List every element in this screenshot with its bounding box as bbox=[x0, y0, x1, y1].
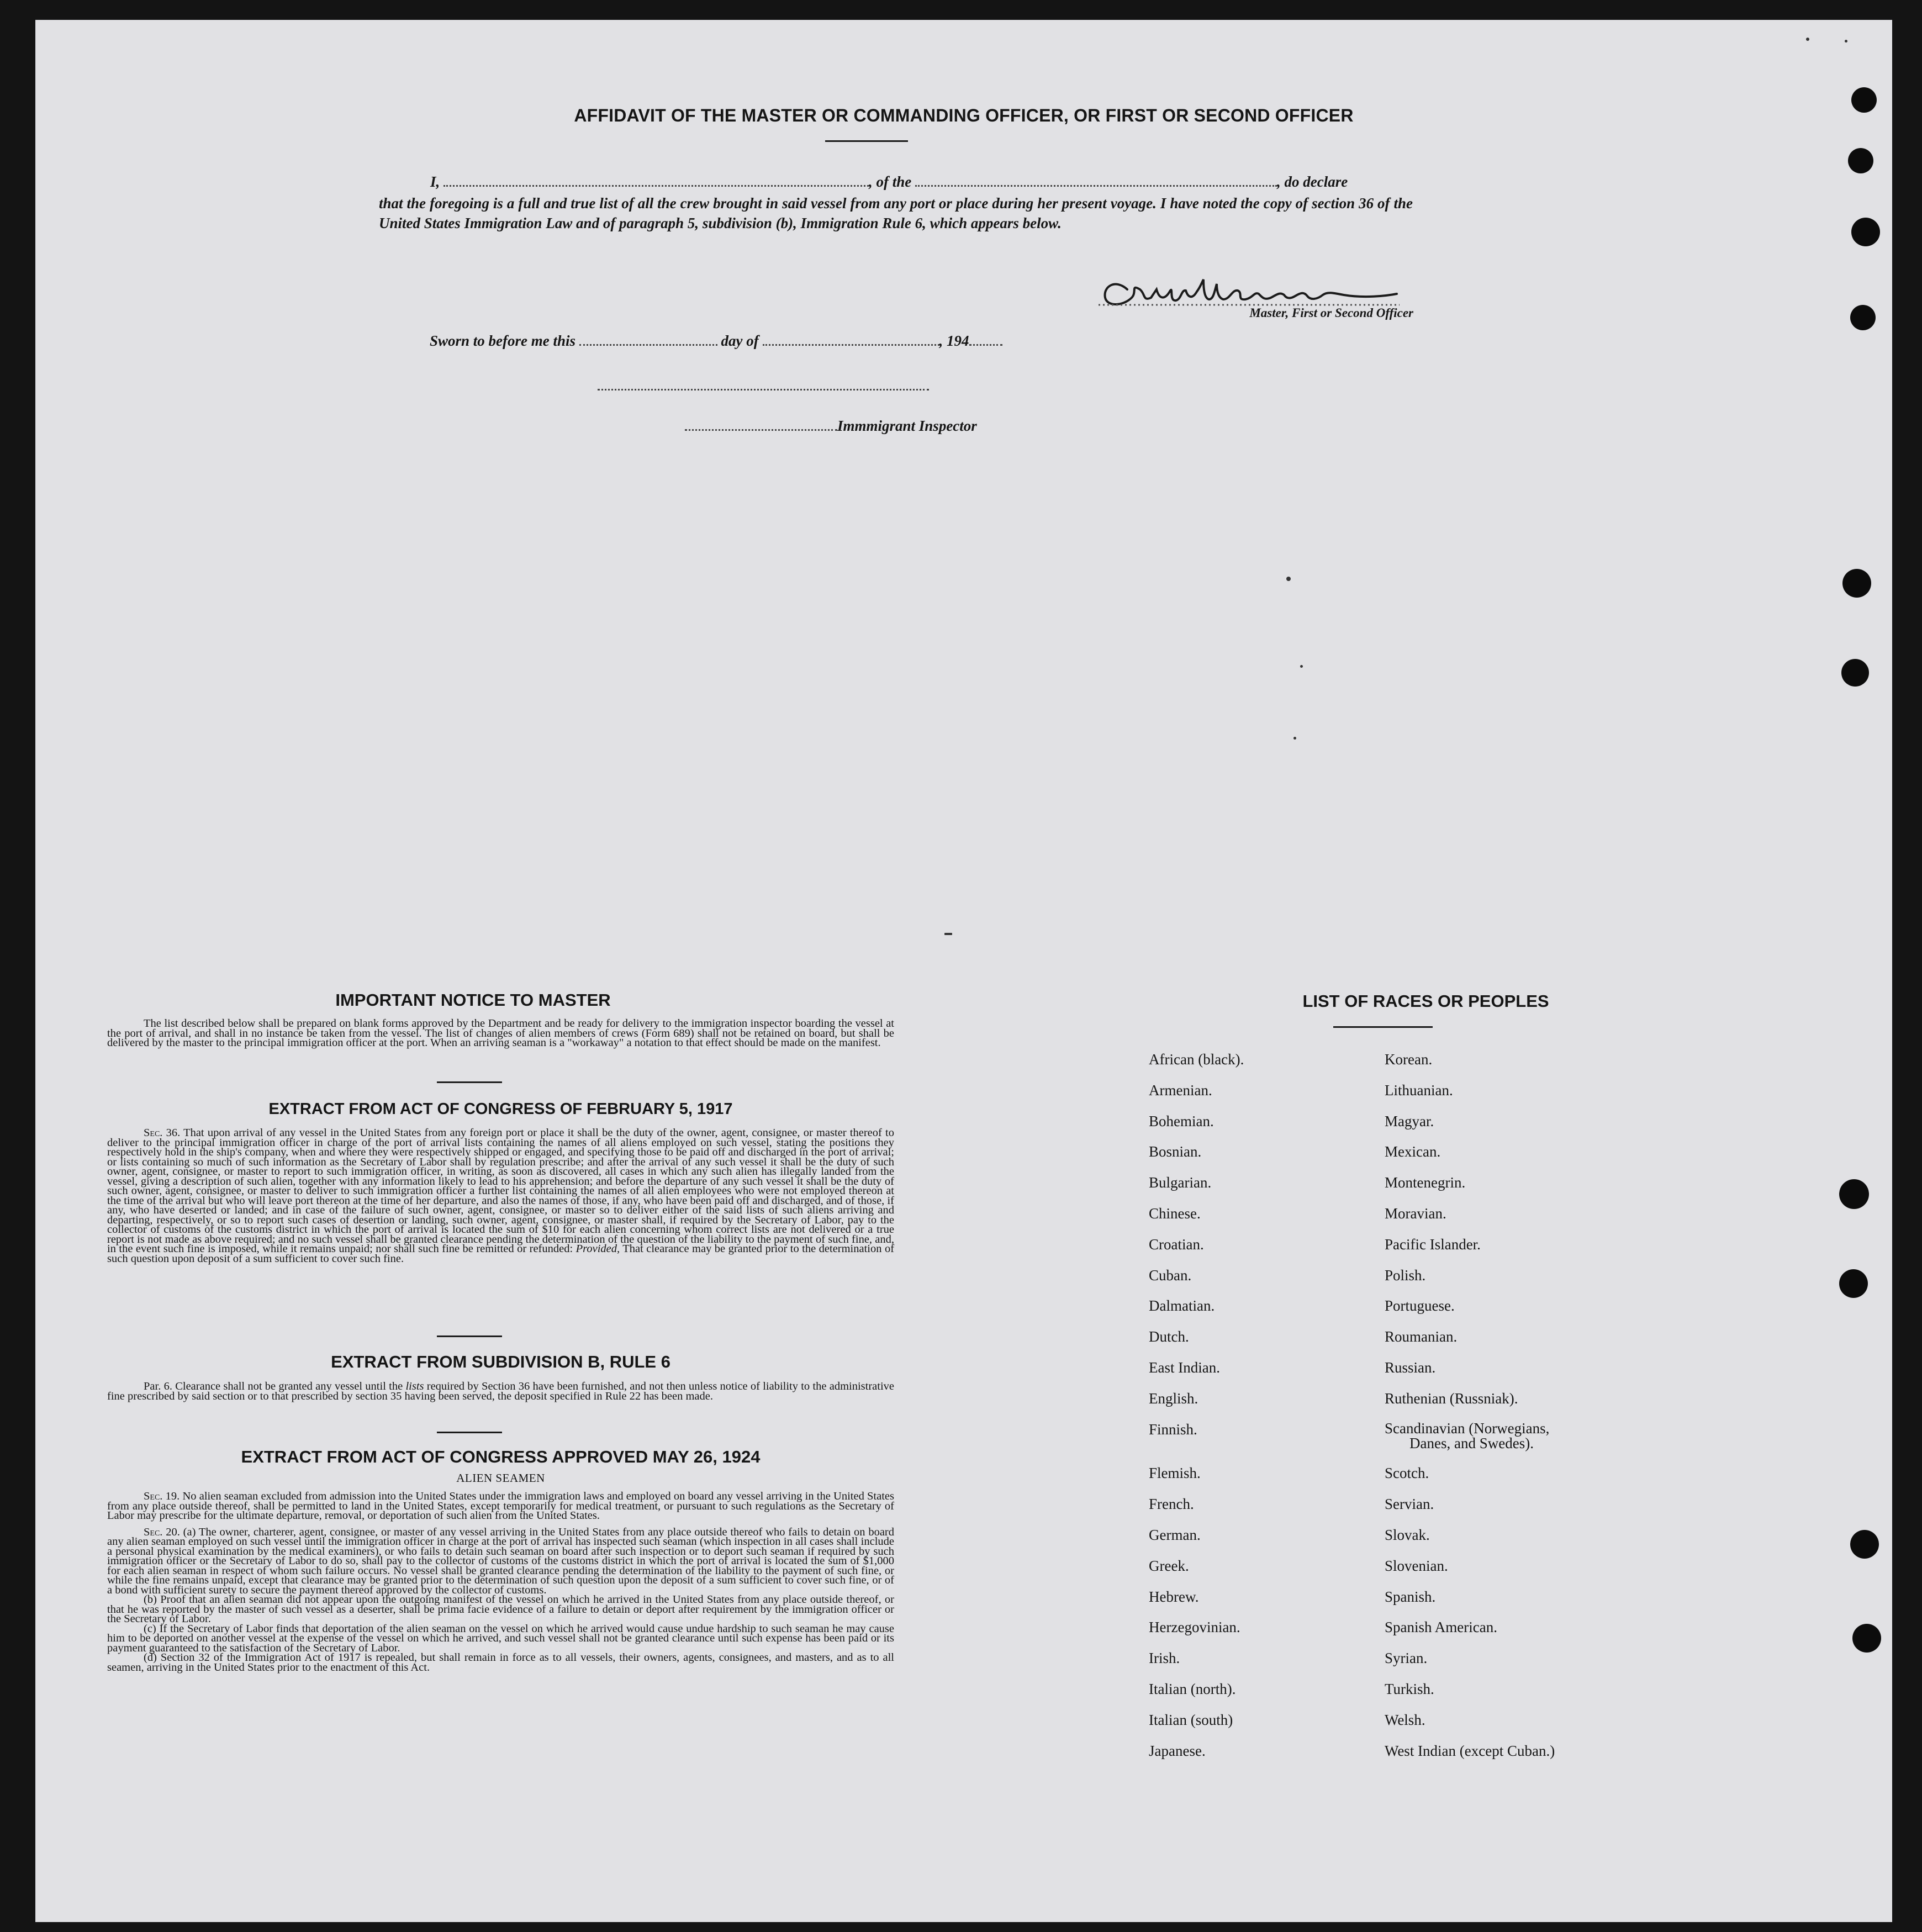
notice-text: The list described below shall be prepared on blank forms approved by the Department and be ready for delivery to the immigration inspector boarding the vessel at the port of arrival, and shall in no instance be taken from the vessel. The list of changes of alien members of crews (Form 689) shall not be retained on board, but shall be delivered by the master to the principal immigration officer at the port. When an arriving seaman is a "workaway" a notation to that effect should be made on the manifest. bbox=[107, 1017, 894, 1049]
binder-hole bbox=[1852, 1624, 1881, 1653]
race-item: Italian (south) bbox=[1149, 1711, 1233, 1728]
speck bbox=[944, 933, 952, 935]
alien-seamen-subheading: ALIEN SEAMEN bbox=[456, 1471, 545, 1485]
sec-20-label: Sec. 20. bbox=[144, 1525, 180, 1538]
race-item: Welsh. bbox=[1385, 1711, 1425, 1728]
race-item: Syrian. bbox=[1385, 1650, 1428, 1667]
binder-hole bbox=[1842, 569, 1871, 598]
race-item: West Indian (except Cuban.) bbox=[1385, 1742, 1555, 1759]
binder-hole bbox=[1850, 1530, 1879, 1559]
speck bbox=[1300, 665, 1303, 668]
race-item: German. bbox=[1149, 1527, 1201, 1543]
sworn-line bbox=[430, 332, 1002, 350]
sec-20b-text: (b) Proof that an alien seaman did not appear upon the outgoing manifest of the vessel on which he arrived in the United States from any place outside thereof, or that he was reported by the master of such vessel as a deserter, shall be prima facie evidence of a failure to detain or deport after requirement by the immigration officer or the Secretary of Labor. bbox=[107, 1593, 894, 1625]
binder-hole bbox=[1851, 218, 1880, 246]
race-item: Moravian. bbox=[1385, 1205, 1446, 1222]
sworn-year: , 194 bbox=[939, 332, 969, 349]
sec-20c-text: (c) If the Secretary of Labor finds that deportation of the alien seaman on the vessel on which he arrived would cause undue hardship to such seaman he may cause him to be deported on another vessel at the expense of the vessel on which he arrived, and such vessel shall not be granted clearance until such expense has been paid or its payment guaranteed to the satisfaction of the Secretary of Labor. bbox=[107, 1622, 894, 1654]
par-6-label: Par. 6. bbox=[144, 1380, 172, 1392]
extract-1924-heading: EXTRACT FROM ACT OF CONGRESS APPROVED MAY 26, 1924 bbox=[241, 1447, 761, 1466]
sec-19-label: Sec. 19. bbox=[144, 1490, 180, 1502]
sec-19-text: No alien seaman excluded from admission into the United States under the immigration laws and employed on board any vessel arriving in the United States from any place outside thereof, shall be permitted to land in the United States, except temporarily for medical treatment, or pursuant to such regulations as the Secretary of Labor may prescribe for the ultimate departure, removal, or deportation of such alien from the United States. bbox=[107, 1490, 895, 1522]
race-item: Greek. bbox=[1149, 1557, 1189, 1574]
race-item: Spanish. bbox=[1385, 1588, 1436, 1605]
sworn-prefix: Sworn to before me this bbox=[430, 332, 576, 349]
race-item: Russian. bbox=[1385, 1359, 1436, 1376]
form-page bbox=[35, 20, 1892, 1922]
race-item: Scotch. bbox=[1385, 1465, 1429, 1482]
master-name-field[interactable] bbox=[443, 185, 869, 187]
sec-36-text: That upon arrival of any vessel in the United States from any foreign port or place it shall be the duty of the owner, agent, consignee, or master thereof to deliver to the principal immigration officer in charge of the port of arrival lists containing the names of all aliens employed on such vessel, stating the positions they respectively hold in the ship's company, when and where they were respectively shipped or engaged, and specifying those to be paid off and discharged in the port of arrival; or lists containing so much of such information as the Secretary of Labor shall by regulation prescribe; and after the arrival of any such vessel it shall be the duty of such owner, agent, consignee, or master to report to such immigration officer, in writing, as soon as discovered, all cases in which any such alien has illegally landed from the vessel, giving a description of such alien, together with any information likely to lead to his apprehension; and before the departure of any such vessel it shall be the duty of such owner, agent, consignee, or master to deliver to such immigration officer a further list containing the names of all alien employees who were not employed thereon at the time of the arrival but who will leave port thereon at the time of her departure, and also the names of those, if any, who have been paid off and discharged, and of those, if any, who have deserted or landed; and in case of the failure of such owner, agent, consignee, or master so to deliver either of the said lists of such aliens arriving and departing, respectively, or so to report such cases of desertion or landing, such owner, agent, consignee, or master shall, if required by the Secretary of Labor, pay to the collector of customs of the customs district in which the port of arrival is located the sum of $10 for each alien concerning whom correct lists are not delivered or a true report is not made as above required; and no such vessel shall be granted clearance pending the determination of the question of the liability to the payment of such fine, and, in the event such fine is imposed, while it remains unpaid; nor shall such fine be remitted or refunded: bbox=[107, 1127, 894, 1255]
race-item: Finnish. bbox=[1149, 1421, 1197, 1438]
race-item: English. bbox=[1149, 1390, 1198, 1407]
affidavit-heading: AFFIDAVIT OF THE MASTER OR COMMANDING OFFICER, OR FIRST OR SECOND OFFICER bbox=[574, 105, 1354, 125]
race-item: Dutch. bbox=[1149, 1328, 1189, 1345]
race-item: Flemish. bbox=[1149, 1465, 1201, 1482]
notice-rule bbox=[437, 1081, 502, 1083]
races-heading: LIST OF RACES OR PEOPLES bbox=[1302, 991, 1549, 1011]
binder-hole bbox=[1850, 305, 1876, 330]
race-item: Bosnian. bbox=[1149, 1143, 1202, 1160]
speck bbox=[1293, 737, 1296, 740]
race-item: Portuguese. bbox=[1385, 1297, 1455, 1315]
binder-hole bbox=[1848, 148, 1873, 173]
race-item: Montenegrin. bbox=[1385, 1174, 1466, 1191]
sworn-year-field[interactable] bbox=[969, 344, 1002, 346]
binder-hole bbox=[1851, 87, 1877, 113]
sec-20a-text: (a) The owner, charterer, agent, consignee, or master of any vessel arriving in the United States from any place outside thereof who fails to detain on board any alien seaman employed on such vessel until the immigration officer in charge at the port of arrival has inspected such seaman (which inspection in all cases shall include a personal physical examination by the medical examiners), or who fails to detain such seaman on board after such inspection or to deport such seaman if required by such immigration officer or the Secretary of Labor to do so, shall pay to the collector of customs of the customs district in which the port of arrival is located the sum of $1,000 for each alien seaman in respect of whom such failure occurs. No vessel shall be granted clearance pending the determination of the liability to the payment of such fine, or while the fine remains unpaid, except that clearance may be granted prior to the determination of such question upon the deposit of a sum sufficient to cover such fine, or of a bond with sufficient surety to secure the payment thereof approved by the collector of customs. bbox=[107, 1525, 895, 1596]
race-item: Roumanian. bbox=[1385, 1328, 1458, 1345]
race-item: Servian. bbox=[1385, 1496, 1434, 1513]
signature-caption: Master, First or Second Officer bbox=[1249, 306, 1413, 320]
extract-1924-body bbox=[107, 1492, 894, 1672]
race-item: Lithuanian. bbox=[1385, 1081, 1453, 1099]
inspector-line bbox=[685, 418, 977, 435]
race-item: Slovak. bbox=[1385, 1527, 1430, 1543]
race-item: French. bbox=[1149, 1496, 1194, 1513]
inspector-label: Immmigrant Inspector bbox=[837, 418, 977, 434]
extract-1917-rule bbox=[437, 1335, 502, 1337]
race-item: Herzegovinian. bbox=[1149, 1619, 1240, 1636]
speck bbox=[1806, 38, 1809, 41]
binder-hole bbox=[1841, 659, 1869, 687]
extract-1917-body bbox=[107, 1128, 894, 1264]
race-item: Italian (north). bbox=[1149, 1681, 1236, 1697]
inspector-name-field[interactable] bbox=[685, 429, 837, 431]
sec-20d-text: (d) Section 32 of the Immigration Act of 1917 is repealed, but shall remain in force as to all vessels, their owners, agents, consignees, and masters, and as to all seamen, arriving in the United States prior to the enactment of this Act. bbox=[107, 1651, 894, 1674]
speck bbox=[1845, 40, 1847, 43]
speck bbox=[1286, 577, 1291, 581]
races-heading-rule bbox=[1333, 1026, 1433, 1028]
provided-word: Provided, bbox=[575, 1243, 620, 1255]
race-item: Japanese. bbox=[1149, 1742, 1206, 1759]
rule6-heading: EXTRACT FROM SUBDIVISION B, RULE 6 bbox=[331, 1352, 670, 1371]
race-item: Magyar. bbox=[1385, 1112, 1434, 1129]
race-item: Bulgarian. bbox=[1149, 1174, 1212, 1191]
declaration-line bbox=[430, 173, 1413, 191]
par-6-text-a: Clearance shall not be granted any vessel until the bbox=[175, 1380, 403, 1392]
binder-hole bbox=[1839, 1179, 1869, 1209]
race-item: Ruthenian (Russniak). bbox=[1385, 1390, 1518, 1407]
race-item: Bohemian. bbox=[1149, 1112, 1214, 1129]
race-item: Dalmatian. bbox=[1149, 1297, 1215, 1315]
race-item: Slovenian. bbox=[1385, 1557, 1448, 1574]
race-item: African (black). bbox=[1149, 1051, 1244, 1068]
inspector-signature-line bbox=[598, 389, 929, 390]
declaration-body: that the foregoing is a full and true list of all the crew brought in said vessel from any port or place during her present voyage. I have noted the copy of section 36 of the United States Immigration Law and of paragraph 5, subdivision (b), Immigration Rule 6, which appears below. bbox=[379, 195, 1413, 231]
race-item: Croatian. bbox=[1149, 1236, 1204, 1253]
extract-1917-heading: EXTRACT FROM ACT OF CONGRESS OF FEBRUARY 5, 1917 bbox=[268, 1100, 733, 1118]
race-item: Irish. bbox=[1149, 1650, 1180, 1667]
notice-heading: IMPORTANT NOTICE TO MASTER bbox=[335, 990, 611, 1010]
rule6-rule bbox=[437, 1432, 502, 1433]
par-6-text-b: required by Section 36 have been furnished, and not then unless notice of liability to the administrative fine prescribed by said section or to that prescribed by section 35 having been served, the deposit specified in Rule 22 has been made. bbox=[107, 1380, 894, 1402]
rule6-body bbox=[107, 1382, 894, 1401]
race-item: East Indian. bbox=[1149, 1359, 1220, 1376]
declaration-of-the: , of the bbox=[869, 173, 912, 190]
declaration-do-declare: , do declare bbox=[1277, 173, 1348, 190]
race-item: Spanish American. bbox=[1385, 1619, 1497, 1636]
race-item: Danes, and Swedes). bbox=[1409, 1434, 1534, 1451]
race-item: Armenian. bbox=[1149, 1081, 1212, 1099]
lists-word: lists bbox=[405, 1380, 424, 1392]
affidavit-heading-rule bbox=[825, 140, 908, 142]
race-item: Pacific Islander. bbox=[1385, 1236, 1481, 1253]
sworn-day-of: day of bbox=[721, 332, 759, 349]
binder-hole bbox=[1839, 1269, 1868, 1298]
sworn-month-field[interactable] bbox=[763, 344, 939, 346]
vessel-name-field[interactable] bbox=[915, 185, 1277, 187]
race-item: Chinese. bbox=[1149, 1205, 1201, 1222]
notice-body bbox=[107, 1019, 894, 1048]
race-item: Scandinavian (Norwegians, bbox=[1385, 1419, 1550, 1437]
race-item: Korean. bbox=[1385, 1051, 1433, 1068]
race-item: Cuban. bbox=[1149, 1266, 1192, 1284]
race-item: Mexican. bbox=[1385, 1143, 1441, 1160]
race-item: Hebrew. bbox=[1149, 1588, 1199, 1605]
sec-36-end: That clearance may be granted prior to the determination of such question upon deposit of a sum sufficient to cover such fine. bbox=[107, 1243, 895, 1265]
sec-36-label: Sec. 36. bbox=[144, 1127, 181, 1139]
race-item: Polish. bbox=[1385, 1266, 1426, 1284]
race-item: Turkish. bbox=[1385, 1681, 1434, 1697]
sworn-day-field[interactable] bbox=[579, 344, 717, 346]
declaration-i: I, bbox=[430, 173, 440, 190]
